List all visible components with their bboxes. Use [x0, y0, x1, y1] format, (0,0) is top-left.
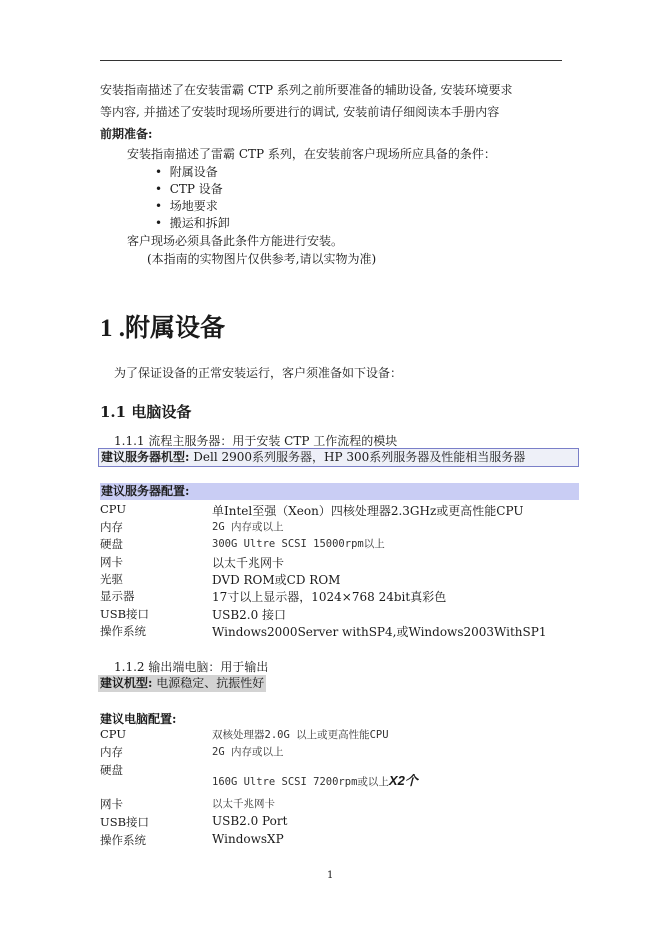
header-rule — [100, 60, 562, 61]
spec-label: 网卡 — [100, 797, 123, 811]
output-pc-model: 建议机型: 电源稳定、抗振性好 — [100, 676, 265, 690]
spec-value: 17寸以上显示器，1024×768 24bit真彩色 — [212, 590, 447, 604]
intro-line-2: 等内容, 并描述了安装时现场所要进行的调试, 安装前请仔细阅读本手册内容 — [100, 105, 500, 119]
spec-label: CPU — [100, 727, 127, 741]
quantity-note: X2个 — [388, 773, 418, 788]
spec-label: 硬盘 — [100, 537, 123, 551]
bullet-dot-icon: • — [155, 199, 170, 213]
bullet-dot-icon: • — [155, 165, 170, 179]
bullet-item: • 搬运和拆卸 — [155, 216, 230, 230]
page-number: 1 — [327, 870, 334, 881]
section-intro: 为了保证设备的正常安装运行，客户须准备如下设备： — [114, 366, 403, 380]
spec-value: WindowsXP — [212, 832, 284, 846]
spec-value: 以太千兆网卡 — [212, 798, 275, 810]
bullet-dot-icon: • — [155, 182, 170, 196]
server-heading: 1.1.1 流程主服务器：用于安装 CTP 工作流程的模块 — [114, 434, 398, 448]
prep-description: 安装指南描述了雷霸 CTP 系列，在安装前客户现场所应具备的条件： — [127, 147, 496, 161]
spec-label: 显示器 — [100, 589, 135, 603]
spec-value: 160G Ultre SCSI 7200rpm或以上X2个 — [212, 773, 418, 788]
intro-line-1: 安装指南描述了在安装雷霸 CTP 系列之前所要准备的辅助设备, 安装环境要求 — [100, 83, 513, 97]
output-pc-heading: 1.1.2 输出端电脑：用于输出 — [114, 660, 269, 674]
section-title: 1 .附属设备 — [100, 315, 226, 342]
spec-value: Windows2000Server withSP4,或Windows2003WithSP1 — [212, 625, 547, 639]
spec-value: 双核处理器2.0G 以上或更高性能CPU — [212, 729, 389, 741]
subsection-title: 1.1 电脑设备 — [100, 403, 192, 421]
spec-label: 操作系统 — [100, 833, 146, 847]
spec-value: USB2.0 Port — [212, 814, 288, 828]
prep-heading: 前期准备: — [100, 127, 153, 141]
prep-note: 客户现场必须具备此条件方能进行安装。 — [127, 234, 344, 248]
bullet-item: • CTP 设备 — [155, 182, 223, 196]
spec-label: USB接口 — [100, 607, 150, 621]
spec-label: 光驱 — [100, 572, 123, 586]
spec-label: 内存 — [100, 745, 123, 759]
spec-label: CPU — [100, 502, 127, 516]
spec-label: 操作系统 — [100, 624, 146, 638]
spec-value: 单Intel至强（Xeon）四核处理器2.3GHz或更高性能CPU — [212, 504, 524, 518]
bullet-item: • 附属设备 — [155, 165, 218, 179]
prep-disclaimer: (本指南的实物图片仅供参考,请以实物为准) — [147, 252, 377, 266]
spec-label: 硬盘 — [100, 763, 123, 777]
bullet-dot-icon: • — [155, 216, 170, 230]
spec-value: USB2.0 接口 — [212, 608, 287, 622]
spec-label: USB接口 — [100, 815, 150, 829]
spec-label: 网卡 — [100, 555, 123, 569]
server-config-heading: 建议服务器配置: — [100, 483, 579, 500]
spec-value: 300G Ultre SCSI 15000rpm以上 — [212, 538, 385, 550]
output-pc-config-heading: 建议电脑配置: — [100, 712, 177, 726]
spec-value: 2G 内存或以上 — [212, 521, 284, 533]
server-model: 建议服务器机型: Dell 2900系列服务器，HP 300系列服务器及性能相当服务器 — [98, 448, 579, 467]
spec-label: 内存 — [100, 520, 123, 534]
spec-value: 2G 内存或以上 — [212, 746, 284, 758]
spec-value: 以太千兆网卡 — [212, 556, 285, 570]
bullet-item: • 场地要求 — [155, 199, 218, 213]
spec-value: DVD ROM或CD ROM — [212, 573, 341, 587]
